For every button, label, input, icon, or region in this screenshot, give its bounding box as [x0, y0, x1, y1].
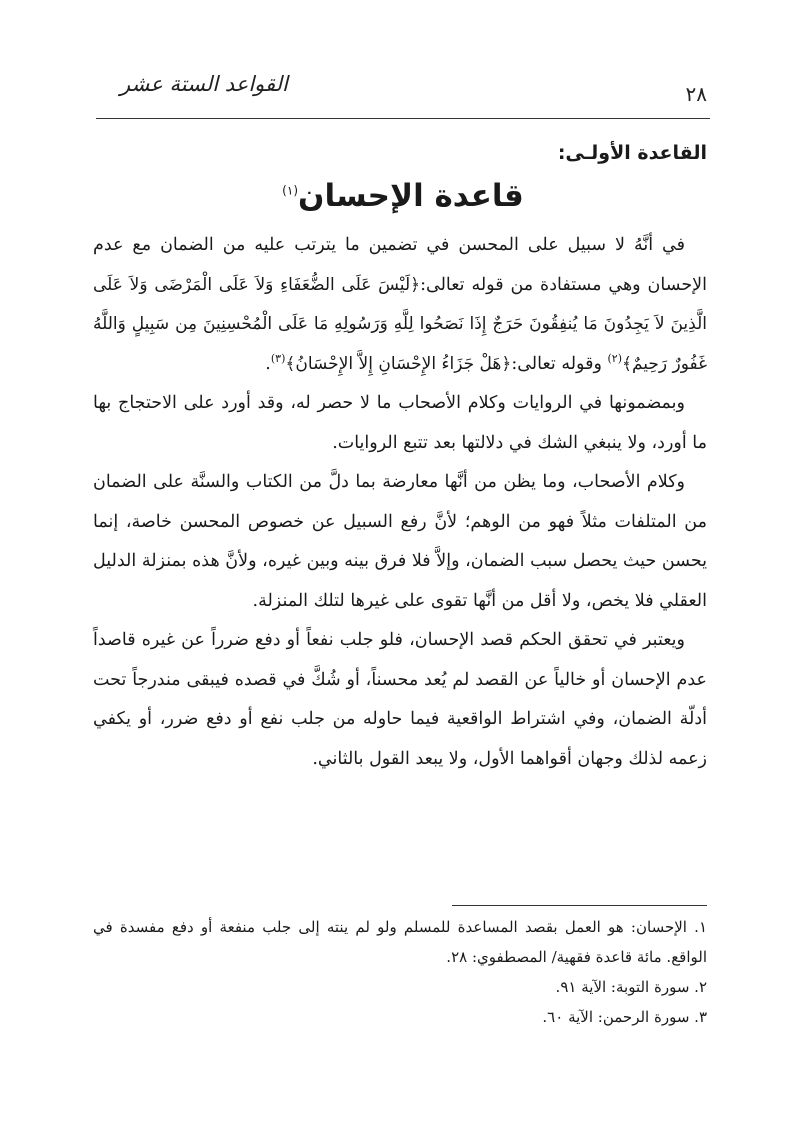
- paragraph-1: [93, 226, 707, 384]
- footnote-ref-2: (٢): [607, 351, 622, 365]
- footnote-divider: [452, 905, 707, 906]
- paragraph-2: وبمضمونها في الروايات وكلام الأصحاب ما لا حصر له، وقد أورد على الاحتجاج بها ما أورد، ولا ينبغي الشك في دلالتها بعد تتبع الروايات.: [93, 393, 707, 453]
- footnotes: [93, 912, 707, 1032]
- paragraph-1-text-a: في أنَّهُ لا سبيل على المحسن في تضمين ما يترتب عليه من الضمان مع عدم الإحسان وهي مستفادة من قوله تعالى:: [93, 235, 707, 295]
- body-text: [93, 226, 707, 779]
- footnote-ref-3: (٣): [270, 351, 286, 365]
- page-number: ٢٨: [685, 82, 707, 106]
- footnote-3: ٣. سورة الرحمن: الآية ٦٠.: [542, 1008, 707, 1026]
- footnote-2: ٢. سورة التوبة: الآية ٩١.: [555, 978, 707, 996]
- quran-verse-1: ﴿لَيْسَ عَلَى الضُّعَفَاءِ وَلاَ عَلَى الْمَرْضَى وَلاَ عَلَى الَّذِينَ لاَ يَجِدُونَ مَا يُنفِقُونَ حَرَجٌ إِذَا نَصَحُوا لِلَّهِ وَرَسُولِهِ مَا عَلَى الْمُحْسِنِينَ مِن سَبِيلٍ وَاللَّهُ غَفُورٌ رَحِيمٌ﴾: [93, 274, 707, 374]
- paragraph-1-text-c: .: [265, 353, 271, 374]
- running-title: القواعد الستة عشر: [120, 72, 288, 96]
- footnote-1: ١. الإحسان: هو العمل بقصد المساعدة للمسلم ولو لم ينته إلى جلب منفعة أو دفع مفسدة في الواقع. مائة قاعدة فقهية/ المصطفوي: ٢٨.: [93, 918, 707, 966]
- paragraph-3: وكلام الأصحاب، وما يظن من أنَّها معارضة بما دلَّ من الكتاب والسنَّة على الضمان من المتلفات مثلاً فهو من الوهم؛ لأنَّ رفع السبيل عن خصوص المحسن خاصة، إنما يحسن حيث يحصل سبب الضمان، وإلاَّ فلا فرق بينه وبين غيره، ولأنَّ هذه بمنزلة الدليل العقلي فلا يخص، ولا أقل من أنَّها تقوى على غيرها لتلك المنزلة.: [93, 472, 707, 611]
- page-title-text: قاعدة الإحسان: [298, 178, 524, 214]
- paragraph-1-text-b: وقوله تعالى:: [511, 353, 608, 374]
- section-label: القاعدة الأولـى:: [557, 142, 707, 164]
- paragraph-4: ويعتبر في تحقق الحكم قصد الإحسان، فلو جلب نفعاً أو دفع ضرراً عن غيره قاصداً عدم الإحسان أو خالياً عن القصد لم يُعد محسناً، أو شُكَّ في قصده فيبقى مندرجاً تحت أدلّة الضمان، وفي اشتراط الواقعية فيما حاوله من جلب نفع أو دفع ضرر، أو يكفي زعمه لذلك وجهان أقواهما الأول، ولا يبعد القول بالثاني.: [93, 630, 707, 769]
- footnote-ref-1: (١): [282, 183, 298, 198]
- header-divider: [96, 118, 710, 119]
- quran-verse-2: ﴿هَلْ جَزَاءُ الإِحْسَانِ إِلاَّ الإِحْسَانُ﴾: [285, 353, 512, 374]
- page-title: [96, 178, 710, 214]
